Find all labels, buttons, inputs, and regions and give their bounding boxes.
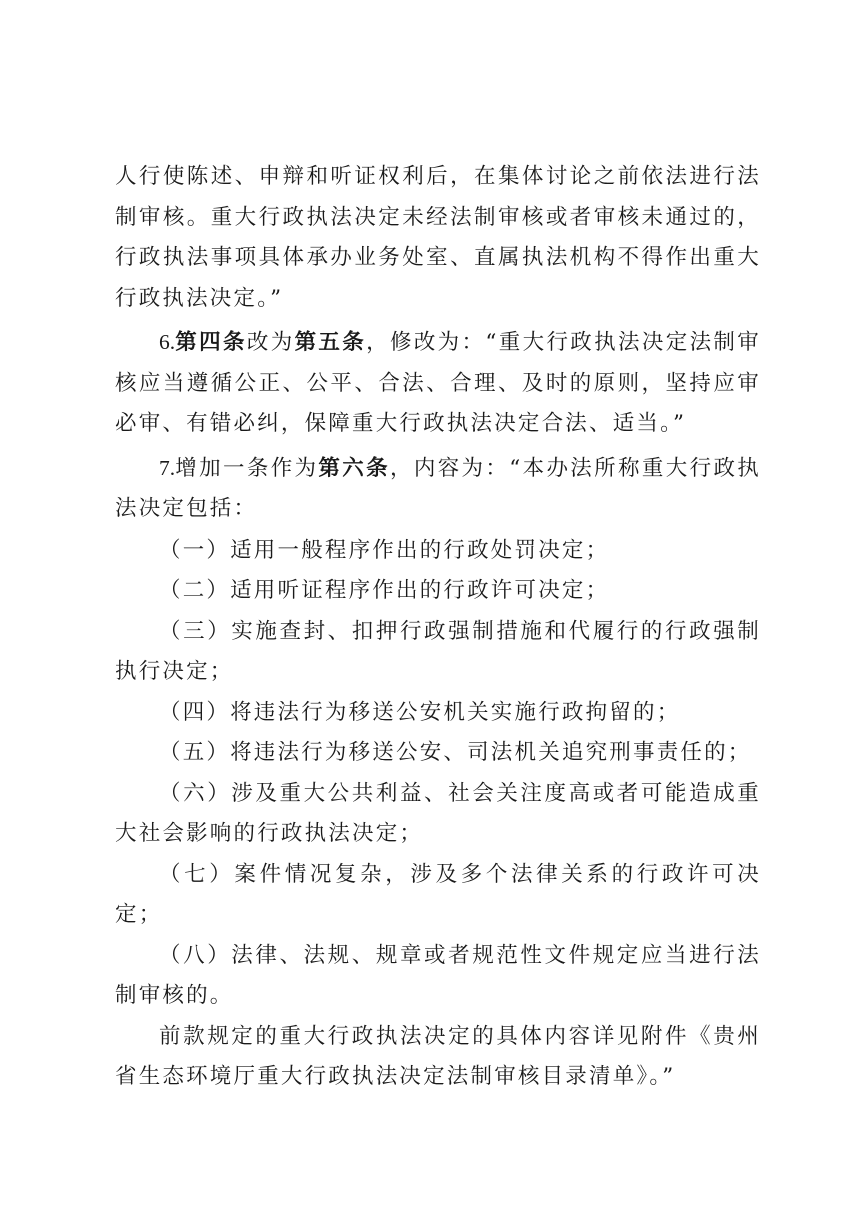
- list-item-2: （二）适用听证程序作出的行政许可决定；: [159, 578, 610, 603]
- amendment-6-paragraph: [115, 322, 761, 445]
- amendment-6-text: ，修改为：“重大行政执法决定法制审核应当遵循公正、公平、合法、合理、及时的原则，坚持应审必审、有错必纠，保障重大行政执法决定合法、适当。”: [115, 330, 761, 436]
- amendment-6-connector: 改为: [246, 330, 295, 355]
- list-item-4: （四）将违法行为移送公安机关实施行政拘留的；: [159, 699, 681, 725]
- list-item-3: （三）实施查封、扣押行政强制措施和代履行的行政强制执行决定；: [115, 618, 761, 684]
- continuation-paragraph: 人行使陈述、申辩和听证权利后，在集体讨论之前依法进行法制审核。重大行政执法决定未经法制审核或者审核未通过的，行政执法事项具体承办业务处室、直属执法机构不得作出重大行政执法决定。”: [115, 164, 761, 311]
- list-item-1: （一）适用一般程序作出的行政处罚决定；: [159, 537, 610, 563]
- amendment-7-article: 第六条: [318, 455, 390, 481]
- list-item-6: （六）涉及重大公共利益、社会关注度高或者可能造成重大社会影响的行政执法决定；: [115, 780, 761, 846]
- amendment-7-prefix: 增加一条作为: [175, 455, 319, 481]
- document-page: [115, 157, 761, 1098]
- list-item-5: （五）将违法行为移送公安、司法机关追究刑事责任的；: [159, 740, 752, 765]
- amendment-6-number: 6.: [159, 330, 176, 354]
- amendment-7-paragraph: [115, 448, 761, 530]
- amendment-6-article-to: 第五条: [294, 330, 367, 355]
- list-item-8: （八）法律、法规、规章或者规范性文件规定应当进行法制审核的。: [115, 942, 761, 1008]
- amendment-7-number: 7.: [159, 455, 176, 480]
- amendment-7-text: ，内容为：“本办法所称重大行政执法决定包括：: [115, 455, 761, 521]
- list-item-7: （七）案件情况复杂，涉及多个法律关系的行政许可决定；: [115, 861, 761, 927]
- amendment-6-article-from: 第四条: [175, 330, 247, 355]
- closing-paragraph: 前款规定的重大行政执法决定的具体内容详见附件《贵州省生态环境厅重大行政执法决定法制审核目录清单》。”: [115, 1023, 761, 1089]
